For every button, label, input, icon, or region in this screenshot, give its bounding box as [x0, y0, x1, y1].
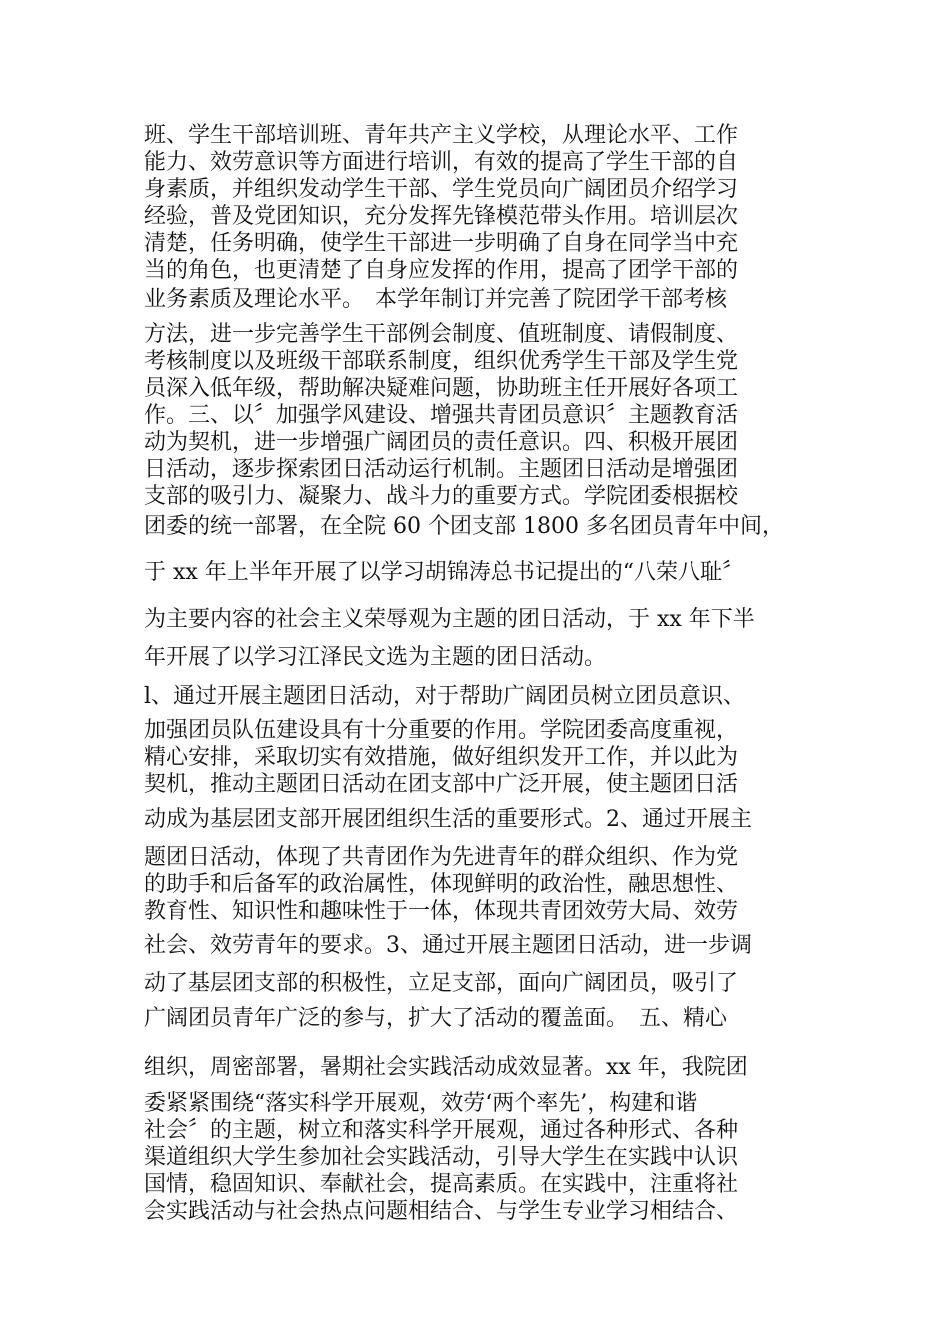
text-line: 班、学生干部培训班、青年共产主义学校，从理论水平、工作 — [144, 123, 739, 148]
text-line: 方法，进一步完善学生干部例会制度、值班制度、请假制度、 — [144, 322, 739, 347]
text-line: 年开展了以学习江泽民文选为主题的团日活动。 — [144, 645, 607, 670]
text-line: 员深入低年级，帮助解决疑难问题，协助班主任开展好各项工 — [144, 376, 739, 401]
text-line: 日活动，逐步探索团日活动运行机制。主题团日活动是增强团 — [144, 457, 739, 482]
text-line: 题团日活动，体现了共青团作为先进青年的群众组织、作为党 — [144, 845, 739, 870]
text-line: 动了基层团支部的积极性，立足支部，面向广阔团员，吸引了 — [144, 971, 739, 996]
text-line: 支部的吸引力、凝聚力、战斗力的重要方式。学院团委根据校 — [144, 484, 739, 509]
text-line: 业务素质及理论水平。 本学年制订并完善了院团学干部考核 — [144, 287, 728, 312]
text-line: 的助手和后备军的政治属性，体现鲜明的政治性，融思想性、 — [144, 872, 739, 897]
text-line: 团委的统一部署，在全院 60 个团支部 1800 多名团员青年中间， — [144, 514, 784, 539]
text-line: 动为契机，进一步增强广阔团员的责任意识。四、积极开展团 — [144, 430, 739, 455]
text-line: 作。三、以〞加强学风建设、增强共青团员意识〞主题教育活 — [144, 403, 739, 428]
text-line: 为主要内容的社会主义荣辱观为主题的团日活动，于 xx 年下半 — [144, 607, 755, 632]
text-line: 动成为基层团支部开展团组织生活的重要形式。2、通过开展主 — [144, 807, 752, 832]
text-line: 组织，周密部署，暑期社会实践活动成效显著。xx 年，我院团 — [144, 1055, 748, 1080]
text-line: 渠道组织大学生参加社会实践活动，引导大学生在实践中认识 — [144, 1145, 739, 1170]
text-line: 国情，稳固知识、奉献社会，提高素质。在实践中，注重将社 — [144, 1172, 739, 1197]
text-line: 经验，普及党团知识，充分发挥先锋模范带头作用。培训层次 — [144, 204, 739, 229]
text-line: 考核制度以及班级干部联系制度，组织优秀学生干部及学生党 — [144, 349, 739, 374]
text-line: 当的角色，也更清楚了自身应发挥的作用，提高了团学干部的 — [144, 258, 739, 283]
text-line: 精心安排，采取切实有效措施，做好组织发开工作，并以此为 — [144, 745, 739, 770]
text-line: l、通过开展主题团日活动，对于帮助广阔团员树立团员意识、 — [144, 684, 746, 709]
text-line: 教育性、知识性和趣味性于一体，体现共青团效劳大局、效劳 — [144, 899, 739, 924]
text-line: 社会〞的主题，树立和落实科学开展观，通过各种形式、各种 — [144, 1118, 739, 1143]
text-line: 社会、效劳青年的要求。3、通过开展主题团日活动，进一步调 — [144, 933, 752, 958]
text-line: 清楚，任务明确，使学生干部进一步明确了自身在同学当中充 — [144, 231, 739, 256]
text-line: 委紧紧围绕“落实科学开展观，效劳‘两个率先’，构建和谐 — [144, 1091, 698, 1116]
text-line: 加强团员队伍建设具有十分重要的作用。学院团委高度重视， — [144, 718, 739, 743]
text-line: 契机，推动主题团日活动在团支部中广泛开展，使主题团日活 — [144, 772, 739, 797]
text-line: 会实践活动与社会热点问题相结合、与学生专业学习相结合、 — [144, 1199, 739, 1224]
text-line: 广阔团员青年广泛的参与，扩大了活动的覆盖面。 五、精心 — [144, 1006, 728, 1031]
text-line: 身素质，并组织发动学生干部、学生党员向广阔团员介绍学习 — [144, 177, 739, 202]
text-line: 于 xx 年上半年开展了以学习胡锦涛总书记提出的“八荣八耻〞 — [144, 560, 745, 585]
text-line: 能力、效劳意识等方面进行培训，有效的提高了学生干部的自 — [144, 150, 739, 175]
